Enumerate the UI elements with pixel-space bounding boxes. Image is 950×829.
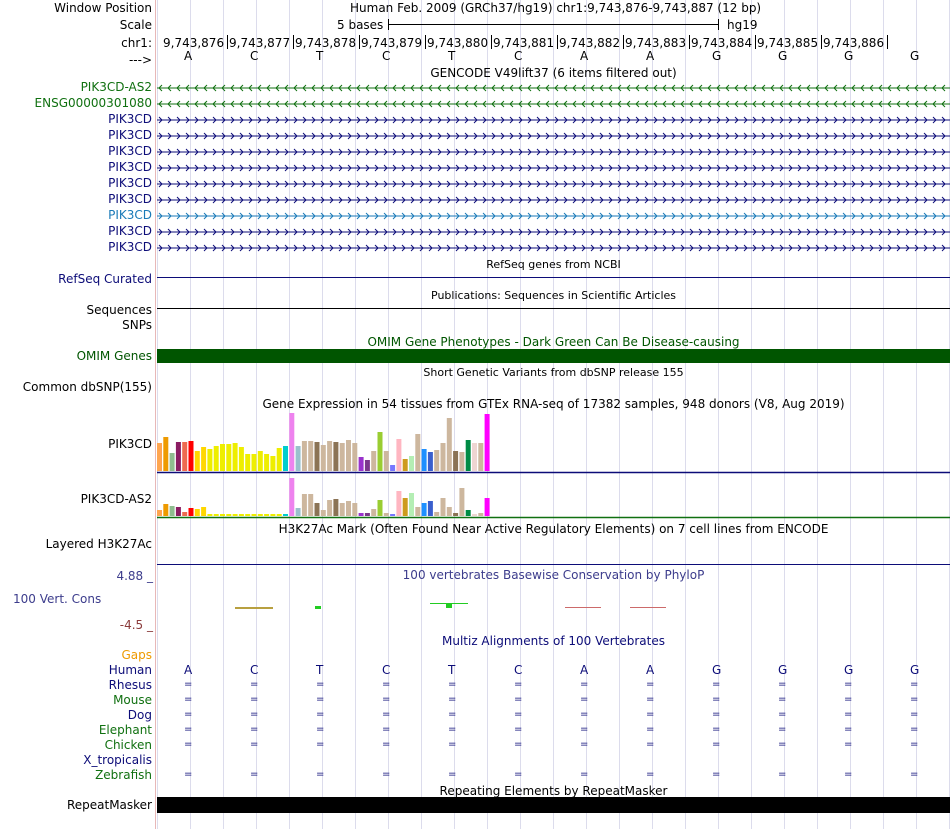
- gencode-item-label[interactable]: PIK3CD: [108, 160, 152, 174]
- alignment-base: G: [910, 663, 920, 677]
- alignment-base: =: [448, 724, 457, 735]
- alignment-base: =: [448, 679, 457, 690]
- reference-base: A: [580, 49, 589, 63]
- refseq-track-title[interactable]: RefSeq genes from NCBI: [486, 258, 621, 271]
- alignment-base: =: [580, 739, 589, 750]
- alignment-base: =: [646, 694, 655, 705]
- multiz-species-label[interactable]: Dog: [127, 708, 152, 722]
- alignment-base: =: [778, 724, 787, 735]
- reference-base: A: [646, 49, 655, 63]
- alignment-base: =: [316, 769, 325, 780]
- position-tick-label: 9,743,882: [559, 36, 621, 50]
- alignment-base: C: [250, 663, 259, 677]
- gencode-item-label[interactable]: PIK3CD: [108, 192, 152, 206]
- gtex-gene-label-2[interactable]: PIK3CD-AS2: [80, 492, 152, 506]
- alignment-base: =: [514, 709, 523, 720]
- reference-base: C: [382, 49, 391, 63]
- alignment-base: =: [448, 694, 457, 705]
- alignment-base: =: [910, 769, 919, 780]
- alignment-base: =: [382, 769, 391, 780]
- position-tick-label: 9,743,879: [361, 36, 423, 50]
- position-tick-label: 9,743,885: [757, 36, 819, 50]
- alignment-base: =: [646, 739, 655, 750]
- alignment-base: A: [184, 663, 193, 677]
- alignment-base: =: [778, 739, 787, 750]
- alignment-base: =: [184, 739, 193, 750]
- alignment-base: =: [448, 709, 457, 720]
- gencode-track-title[interactable]: GENCODE V49lift37 (6 items filtered out): [430, 66, 677, 80]
- alignment-base: =: [844, 679, 853, 690]
- alignment-base: =: [646, 709, 655, 720]
- alignment-base: G: [778, 663, 788, 677]
- multiz-species-label[interactable]: Rhesus: [108, 678, 152, 692]
- alignment-base: =: [250, 679, 259, 690]
- multiz-species-label[interactable]: Elephant: [98, 723, 152, 737]
- alignment-base: =: [316, 694, 325, 705]
- gencode-item-label[interactable]: PIK3CD: [108, 112, 152, 126]
- reference-base: G: [910, 49, 920, 63]
- alignment-base: =: [712, 739, 721, 750]
- alignment-base: =: [316, 739, 325, 750]
- alignment-base: =: [448, 769, 457, 780]
- alignment-base: =: [448, 739, 457, 750]
- alignment-base: =: [910, 739, 919, 750]
- alignment-base: =: [184, 769, 193, 780]
- multiz-gaps-label[interactable]: Gaps: [121, 648, 152, 662]
- position-tick-label: 9,743,886: [823, 36, 885, 50]
- h3k27ac-track-label[interactable]: Layered H3K27Ac: [45, 537, 152, 551]
- window-position-label: Window Position: [54, 1, 152, 15]
- alignment-base: =: [184, 724, 193, 735]
- alignment-base: =: [712, 679, 721, 690]
- alignment-base: =: [778, 694, 787, 705]
- gencode-item-label[interactable]: PIK3CD: [108, 208, 152, 222]
- alignment-base: =: [712, 694, 721, 705]
- repeatmasker-track-label[interactable]: RepeatMasker: [66, 798, 152, 812]
- multiz-species-label[interactable]: Chicken: [104, 738, 152, 752]
- position-tick-label: 9,743,883: [625, 36, 687, 50]
- position-tick-label: 9,743,884: [691, 36, 753, 50]
- alignment-base: =: [778, 679, 787, 690]
- alignment-base: G: [844, 663, 854, 677]
- dbsnp-track-title[interactable]: Short Genetic Variants from dbSNP release 155: [423, 366, 684, 379]
- gtex-gene-label-1[interactable]: PIK3CD: [108, 437, 152, 451]
- omim-track-label[interactable]: OMIM Genes: [76, 349, 152, 363]
- multiz-species-label[interactable]: Mouse: [113, 693, 152, 707]
- gtex-track-title[interactable]: Gene Expression in 54 tissues from GTEx RNA-seq of 17382 samples, 948 donors (V8, Aug 2019): [262, 397, 845, 411]
- alignment-base: =: [250, 709, 259, 720]
- publications-sequences-label[interactable]: Sequences: [86, 303, 152, 317]
- gencode-item-label[interactable]: PIK3CD: [108, 144, 152, 158]
- alignment-base: A: [646, 663, 655, 677]
- alignment-base: =: [580, 769, 589, 780]
- multiz-track-title[interactable]: Multiz Alignments of 100 Vertebrates: [441, 634, 666, 648]
- alignment-base: =: [316, 724, 325, 735]
- alignment-base: =: [844, 694, 853, 705]
- snps-label[interactable]: SNPs: [122, 318, 152, 332]
- alignment-base: =: [316, 679, 325, 690]
- alignment-base: G: [712, 663, 722, 677]
- phylop-mark-5: [565, 607, 601, 608]
- omim-track-title[interactable]: OMIM Gene Phenotypes - Dark Green Can Be Disease-causing: [367, 335, 740, 349]
- chrom-label: chr1:: [121, 36, 152, 50]
- alignment-base: =: [910, 709, 919, 720]
- scale-label: Scale: [119, 18, 152, 32]
- alignment-base: C: [514, 663, 523, 677]
- alignment-base: =: [382, 739, 391, 750]
- alignment-base: =: [184, 709, 193, 720]
- alignment-base: =: [382, 724, 391, 735]
- phylop-min-label: -4.5 _: [119, 618, 153, 632]
- multiz-species-label[interactable]: X_tropicalis: [83, 753, 152, 767]
- alignment-base: =: [844, 769, 853, 780]
- refseq-track-label[interactable]: RefSeq Curated: [58, 272, 152, 286]
- alignment-base: =: [382, 694, 391, 705]
- phylop-max-label: 4.88 _: [116, 569, 153, 583]
- scale-assembly: hg19: [727, 18, 758, 32]
- h3k27ac-track-title[interactable]: H3K27Ac Mark (Often Found Near Active Regulatory Elements) on 7 cell lines from ENCODE: [278, 522, 829, 536]
- alignment-base: =: [184, 679, 193, 690]
- reference-base: G: [778, 49, 788, 63]
- alignment-base: =: [250, 739, 259, 750]
- alignment-base: =: [646, 724, 655, 735]
- reference-base: G: [844, 49, 854, 63]
- alignment-base: =: [910, 724, 919, 735]
- alignment-base: =: [844, 739, 853, 750]
- phylop-mark-1: [235, 607, 273, 609]
- alignment-base: C: [382, 663, 391, 677]
- reference-base: A: [184, 49, 193, 63]
- gencode-item-label[interactable]: ENSG00000301080: [34, 96, 152, 110]
- alignment-base: =: [910, 694, 919, 705]
- repeatmasker-bar[interactable]: [157, 797, 950, 813]
- assembly-position-title: Human Feb. 2009 (GRCh37/hg19) chr1:9,743,876-9,743,887 (12 bp): [350, 1, 762, 15]
- phylop-track-title[interactable]: 100 vertebrates Basewise Conservation by PhyloP: [402, 568, 705, 582]
- phylop-track-label[interactable]: 100 Vert. Cons: [13, 592, 102, 606]
- alignment-base: =: [250, 694, 259, 705]
- alignment-base: =: [712, 709, 721, 720]
- scale-value: 5 bases: [337, 18, 384, 32]
- gencode-item-label[interactable]: PIK3CD: [108, 240, 152, 254]
- position-tick-label: 9,743,876: [163, 36, 225, 50]
- alignment-base: =: [580, 694, 589, 705]
- alignment-base: =: [580, 709, 589, 720]
- phylop-mark-2: [315, 606, 321, 609]
- multiz-species-label[interactable]: Human: [108, 663, 152, 677]
- reference-base: T: [448, 49, 456, 63]
- alignment-base: =: [910, 679, 919, 690]
- alignment-base: =: [712, 724, 721, 735]
- alignment-base: =: [514, 724, 523, 735]
- publications-track-title[interactable]: Publications: Sequences in Scientific Articles: [431, 289, 676, 302]
- alignment-base: =: [316, 709, 325, 720]
- alignment-base: =: [250, 724, 259, 735]
- multiz-species-label[interactable]: Zebrafish: [95, 768, 152, 782]
- alignment-base: =: [382, 679, 391, 690]
- alignment-base: =: [580, 679, 589, 690]
- reference-base: C: [250, 49, 259, 63]
- alignment-base: =: [712, 769, 721, 780]
- position-tick-label: 9,743,880: [427, 36, 489, 50]
- alignment-base: T: [316, 663, 324, 677]
- position-tick-label: 9,743,881: [493, 36, 555, 50]
- alignment-base: A: [580, 663, 589, 677]
- position-tick-label: 9,743,878: [295, 36, 357, 50]
- alignment-base: T: [448, 663, 456, 677]
- phylop-mark-6: [630, 607, 666, 608]
- alignment-base: =: [778, 769, 787, 780]
- gencode-item-label[interactable]: PIK3CD-AS2: [80, 80, 152, 94]
- alignment-base: =: [514, 679, 523, 690]
- repeatmasker-track-title[interactable]: Repeating Elements by RepeatMasker: [439, 784, 668, 798]
- gencode-item-label[interactable]: PIK3CD: [108, 128, 152, 142]
- alignment-base: =: [514, 694, 523, 705]
- alignment-base: =: [580, 724, 589, 735]
- alignment-base: =: [184, 694, 193, 705]
- alignment-base: =: [382, 709, 391, 720]
- alignment-base: =: [778, 709, 787, 720]
- phylop-mark-4: [446, 603, 452, 608]
- alignment-base: =: [844, 724, 853, 735]
- gencode-item-label[interactable]: PIK3CD: [108, 224, 152, 238]
- reference-base: G: [712, 49, 722, 63]
- gencode-item-label[interactable]: PIK3CD: [108, 176, 152, 190]
- alignment-base: =: [646, 679, 655, 690]
- reference-base: C: [514, 49, 523, 63]
- reference-base: T: [316, 49, 324, 63]
- strand-label: --->: [128, 53, 152, 67]
- alignment-base: =: [514, 769, 523, 780]
- alignment-base: =: [514, 739, 523, 750]
- position-tick-label: 9,743,877: [229, 36, 291, 50]
- alignment-base: =: [250, 769, 259, 780]
- alignment-base: =: [844, 709, 853, 720]
- alignment-base: =: [646, 769, 655, 780]
- dbsnp-track-label[interactable]: Common dbSNP(155): [22, 380, 152, 394]
